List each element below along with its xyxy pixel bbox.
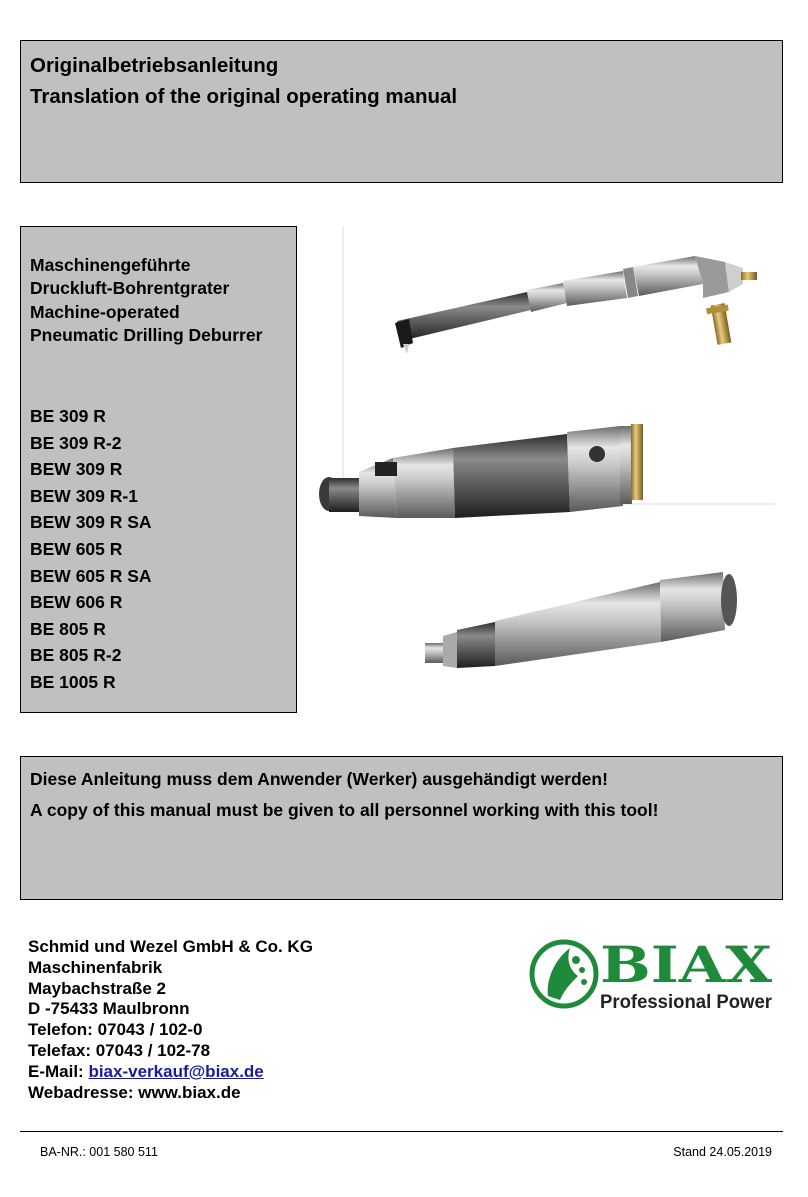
email-link[interactable]: biax-verkauf@biax.de [88,1061,264,1081]
model-item: BE 309 R-2 [30,432,122,453]
fax: Telefax: 07043 / 102-78 [28,1040,211,1060]
product-photo [305,226,780,686]
model-item: BEW 605 R SA [30,565,152,586]
model-item: BEW 309 R SA [30,512,152,533]
notice-english: A copy of this manual must be given to all personnel working with this tool! [30,800,659,820]
address-block [28,937,313,1103]
header-box [20,40,783,183]
city: D -75433 Maulbronn [28,999,190,1019]
product-description-english [30,301,296,346]
notice-german: Diese Anleitung muss dem Anwender (Werker) ausgehändigt werden! [30,769,608,789]
pencil-deburrer-image [425,572,737,668]
company-division: Maschinenfabrik [28,957,163,977]
biax-tagline: Professional Power [600,992,773,1013]
biax-emblem-icon [532,942,596,1006]
email-line [28,1062,313,1083]
email-label: E-Mail: [28,1061,89,1081]
product-description-german [30,254,296,299]
model-item: BE 1005 R [30,671,116,692]
street: Maybachstraße 2 [28,978,166,998]
phone: Telefon: 07043 / 102-0 [28,1020,203,1040]
product-desc-en-line1: Machine-operated [30,302,180,322]
website: Webadresse: www.biax.de [28,1082,241,1102]
biax-wordmark: BIAX [600,935,773,994]
product-desc-en-line2: Pneumatic Drilling Deburrer [30,324,263,345]
title-english: Translation of the original operating manual [30,85,458,108]
model-item: BE 805 R-2 [30,645,122,666]
document-number: BA-NR.: 001 580 511 [40,1145,158,1159]
model-item: BE 805 R [30,618,106,639]
product-desc-de-line1: Maschinengeführte [30,255,191,275]
model-item: BEW 309 R-1 [30,485,138,506]
document-date: Stand 24.05.2019 [673,1145,772,1159]
model-item: BE 309 R [30,406,106,426]
footer-divider [20,1131,783,1132]
product-box [20,226,297,713]
company-name: Schmid und Wezel GmbH & Co. KG [28,937,313,956]
model-item: BEW 605 R [30,538,123,559]
model-item: BEW 309 R [30,459,123,480]
straight-deburrer-image [319,424,643,518]
model-list [30,403,296,696]
biax-logo [526,930,778,1016]
product-desc-de-line2: Druckluft-Bohrentgrater [30,277,230,298]
notice-box [20,756,783,900]
model-item: BEW 606 R [30,592,123,613]
angled-deburrer-image [395,256,757,354]
title-german: Originalbetriebsanleitung [30,54,279,77]
